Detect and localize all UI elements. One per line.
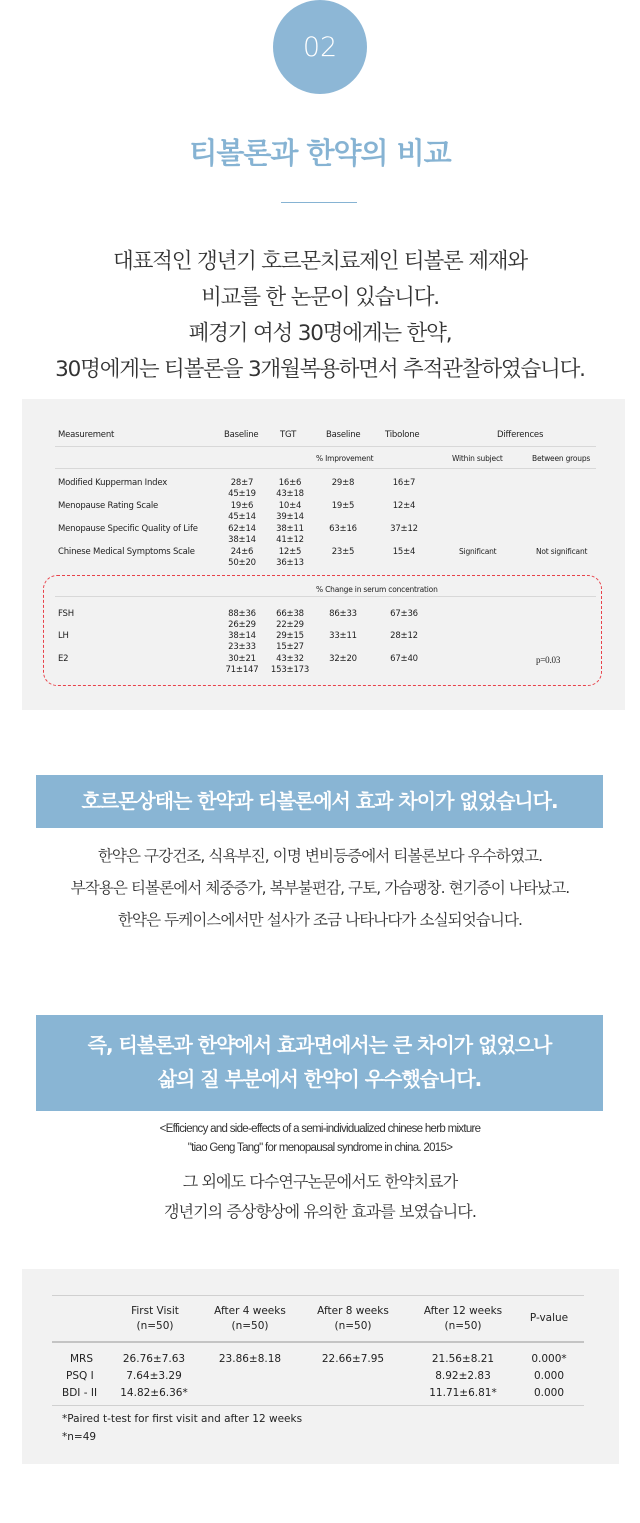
cell: 14.82±6.36* <box>120 1387 188 1399</box>
between-groups-result: Not significant <box>536 547 588 556</box>
cell: 33±11 <box>329 631 357 641</box>
table-footnote: *n=49 <box>62 1431 97 1443</box>
header-n: (n=50) <box>444 1320 482 1332</box>
cell: 38±14 <box>228 535 256 545</box>
cell: 43±32 <box>276 654 304 664</box>
table-rule <box>55 468 596 469</box>
intro-line: 폐경기 여성 30명에게는 한약, <box>188 321 452 346</box>
cell: 19±6 <box>230 501 254 511</box>
header-after-12-weeks: After 12 weeks <box>423 1305 503 1317</box>
cell: 16±7 <box>392 478 416 488</box>
cell: 43±18 <box>276 489 304 499</box>
cell: 22.66±7.95 <box>321 1353 385 1365</box>
cell: 66±38 <box>276 609 304 619</box>
header-p-value: P-value <box>529 1312 569 1324</box>
row-label: E2 <box>58 654 69 664</box>
header-first-visit: First Visit <box>131 1305 179 1317</box>
banner-line: 즉, 티볼론과 한약에서 효과면에서는 큰 차이가 없었으나 <box>87 1033 552 1057</box>
header-n: (n=50) <box>231 1320 269 1332</box>
cell: 0.000 <box>533 1370 565 1382</box>
header-n: (n=50) <box>136 1320 174 1332</box>
table-rule <box>52 1405 584 1406</box>
cell: 28±12 <box>390 631 418 641</box>
cell: 38±11 <box>276 524 304 534</box>
results-paragraph <box>0 840 640 936</box>
section-number-badge: 02 <box>273 0 367 94</box>
intro-text <box>0 244 640 388</box>
intro-line: 대표적인 갱년기 호르몬치료제인 티볼론 제재와 <box>113 249 527 274</box>
header-baseline: Baseline <box>224 430 259 440</box>
cell: 19±5 <box>331 501 355 511</box>
cell: 28±7 <box>230 478 254 488</box>
cell: 29±8 <box>331 478 355 488</box>
header-tgt: TGT <box>280 430 297 440</box>
cell: 0.000 <box>533 1387 565 1399</box>
cell: 26±29 <box>228 620 256 630</box>
cell: 15±4 <box>392 547 416 557</box>
cell: 15±27 <box>276 642 304 652</box>
header-measurement: Measurement <box>58 430 115 440</box>
row-label: Menopause Specific Quality of Life <box>58 524 198 534</box>
cell: 11.71±6.81* <box>429 1387 497 1399</box>
cell: 26.76±7.63 <box>122 1353 186 1365</box>
cell: 37±12 <box>390 524 418 534</box>
cell: 29±15 <box>276 631 304 641</box>
citation-line: "tiao Geng Tang" for menopausal syndrome in china. 2015> <box>187 1142 453 1154</box>
cell: 24±6 <box>230 547 254 557</box>
header-within-subject: Within subject <box>452 454 503 463</box>
cell: 38±14 <box>228 631 256 641</box>
cell: 62±14 <box>228 524 256 534</box>
cell: 41±12 <box>276 535 304 545</box>
row-label: Modified Kupperman Index <box>58 478 168 488</box>
paragraph-line: 한약은 두케이스에서만 설사가 조금 나타나다가 소실되엇습니다. <box>117 911 523 929</box>
row-label: BDI - II <box>62 1387 98 1399</box>
table-footnote: *Paired t-test for first visit and after 12 weeks <box>62 1413 303 1425</box>
intro-line: 비교를 한 논문이 있습니다. <box>201 285 439 310</box>
paragraph-line: 한약은 구강건조, 식욕부진, 이명 변비등증에서 티볼론보다 우수하였고. <box>97 847 543 865</box>
additional-research-text <box>0 1167 640 1227</box>
row-label: Chinese Medical Symptoms Scale <box>58 547 195 557</box>
within-subject-result: Significant <box>459 547 497 556</box>
row-label: LH <box>58 631 69 641</box>
cell: 67±36 <box>390 609 418 619</box>
cell: 32±20 <box>329 654 357 664</box>
table-rule <box>52 1341 584 1343</box>
paragraph-line: 부작용은 티볼론에서 체중증가, 복부불편감, 구토, 가슴팽창. 현기증이 나타났고. <box>70 879 570 897</box>
p-value: p=0.03 <box>536 655 561 665</box>
paragraph-line: 그 외에도 다수연구논문에서도 한약치료가 <box>182 1172 458 1191</box>
row-label: PSQ I <box>66 1370 94 1382</box>
cell: 0.000* <box>531 1353 567 1365</box>
cell: 50±20 <box>228 558 256 568</box>
summary-banner <box>36 1015 603 1111</box>
paragraph-line: 갱년기의 증상향상에 유의한 효과를 보였습니다. <box>163 1202 477 1221</box>
cell: 10±4 <box>278 501 302 511</box>
citation <box>0 1120 640 1158</box>
cell: 45±19 <box>228 489 256 499</box>
cell: 36±13 <box>276 558 304 568</box>
cell: 67±40 <box>390 654 418 664</box>
header-improvement: % Improvement <box>316 454 374 463</box>
cell: 88±36 <box>228 609 256 619</box>
cell: 21.56±8.21 <box>431 1353 495 1365</box>
cell: 153±173 <box>270 665 310 675</box>
cell: 45±14 <box>228 512 256 522</box>
intro-line: 30명에게는 티볼론을 3개월복용하면서 추적관찰하였습니다. <box>55 357 585 382</box>
row-label: FSH <box>58 609 74 619</box>
table-rule <box>55 446 596 447</box>
cell: 71±147 <box>225 665 259 675</box>
table-rule <box>52 1295 584 1296</box>
cell: 23.86±8.18 <box>218 1353 282 1365</box>
row-label: Menopause Rating Scale <box>58 501 159 511</box>
cell: 7.64±3.29 <box>126 1370 182 1382</box>
header-baseline: Baseline <box>326 430 361 440</box>
conclusion-banner: 호르몬상태는 한약과 티볼론에서 효과 차이가 없었습니다. <box>36 775 603 828</box>
cell: 22±29 <box>276 620 304 630</box>
header-differences: Differences <box>497 430 544 440</box>
cell: 8.92±2.83 <box>435 1370 491 1382</box>
citation-line: <Efficiency and side-effects of a semi-individualized chinese herb mixture <box>159 1123 481 1135</box>
header-after-4-weeks: After 4 weeks <box>214 1305 286 1317</box>
cell: 12±5 <box>278 547 302 557</box>
cell: 86±33 <box>329 609 357 619</box>
cell: 30±21 <box>228 654 256 664</box>
cell: 12±4 <box>392 501 416 511</box>
section-title: 티볼론과 한약의 비교 <box>189 136 451 170</box>
header-serum-change: % Change in serum concentration <box>316 585 438 594</box>
header-after-8-weeks: After 8 weeks <box>317 1305 389 1317</box>
banner-line: 삶의 질 부분에서 한약이 우수했습니다. <box>157 1067 482 1091</box>
cell: 16±6 <box>278 478 302 488</box>
cell: 63±16 <box>329 524 357 534</box>
followup-table-panel <box>22 1269 619 1464</box>
cell: 23±5 <box>331 547 355 557</box>
header-between-groups: Between groups <box>532 454 591 463</box>
header-tibolone: Tibolone <box>385 430 420 440</box>
cell: 23±33 <box>228 642 256 652</box>
row-label: MRS <box>70 1353 94 1365</box>
cell: 39±14 <box>276 512 304 522</box>
header-n: (n=50) <box>334 1320 372 1332</box>
title-divider <box>281 202 357 203</box>
